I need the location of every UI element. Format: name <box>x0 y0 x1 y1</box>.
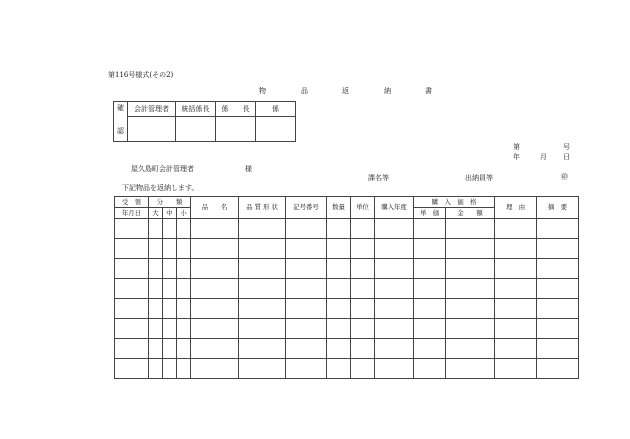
approval-side-label <box>114 102 128 142</box>
approval-role-accounting-manager: 会計管理者 <box>128 102 176 117</box>
table-cell[interactable] <box>375 299 414 319</box>
table-cell[interactable] <box>177 259 191 279</box>
table-cell[interactable] <box>495 239 537 259</box>
table-cell[interactable] <box>163 339 177 359</box>
approval-side-bottom: 認 <box>117 127 124 135</box>
table-cell[interactable] <box>351 339 375 359</box>
table-cell[interactable] <box>327 259 351 279</box>
table-cell[interactable] <box>177 339 191 359</box>
table-cell[interactable] <box>115 359 149 379</box>
table-cell[interactable] <box>163 359 177 379</box>
table-cell[interactable] <box>414 279 446 299</box>
table-row <box>115 319 579 339</box>
table-cell[interactable] <box>446 219 495 239</box>
title-char: 品 <box>301 87 308 95</box>
table-cell[interactable] <box>327 239 351 259</box>
table-cell[interactable] <box>191 219 239 239</box>
table-cell[interactable] <box>375 279 414 299</box>
table-cell[interactable] <box>495 359 537 379</box>
table-cell[interactable] <box>286 299 327 319</box>
seal-mark: ㊞ <box>561 173 568 181</box>
header-amount: 金 額 <box>446 208 495 219</box>
table-row <box>115 279 579 299</box>
table-cell[interactable] <box>163 319 177 339</box>
header-receive-date-bottom: 年月日 <box>115 208 149 219</box>
table-cell[interactable] <box>191 359 239 379</box>
table-cell[interactable] <box>191 339 239 359</box>
sender-dept: 課名等 <box>368 174 389 182</box>
table-cell[interactable] <box>239 299 286 319</box>
table-cell[interactable] <box>163 259 177 279</box>
header-unit-price: 単 価 <box>414 208 446 219</box>
table-cell[interactable] <box>177 359 191 379</box>
table-row <box>115 299 579 319</box>
table-cell[interactable] <box>537 239 579 259</box>
table-cell[interactable] <box>414 339 446 359</box>
header-class-medium: 中 <box>163 208 177 219</box>
table-cell[interactable] <box>351 279 375 299</box>
table-cell[interactable] <box>327 339 351 359</box>
table-cell[interactable] <box>286 259 327 279</box>
date-day: 日 <box>563 153 570 161</box>
table-cell[interactable] <box>163 299 177 319</box>
title-char: 納 <box>384 87 391 95</box>
table-cell[interactable] <box>446 359 495 379</box>
table-cell[interactable] <box>191 299 239 319</box>
addressee-name: 屋久島町会計管理者 <box>131 165 194 173</box>
sender-officer: 出納員等 <box>465 174 493 182</box>
table-cell[interactable] <box>163 219 177 239</box>
table-cell[interactable] <box>537 279 579 299</box>
table-cell[interactable] <box>351 299 375 319</box>
table-cell[interactable] <box>414 239 446 259</box>
header-remarks: 摘 要 <box>537 197 579 219</box>
header-quantity: 数量 <box>327 197 351 219</box>
table-cell[interactable] <box>191 319 239 339</box>
table-cell[interactable] <box>495 299 537 319</box>
table-cell[interactable] <box>163 279 177 299</box>
table-cell[interactable] <box>375 319 414 339</box>
table-cell[interactable] <box>115 319 149 339</box>
title-char: 書 <box>425 87 432 95</box>
table-cell[interactable] <box>537 319 579 339</box>
body-text: 下記物品を返納します。 <box>122 184 199 192</box>
table-cell[interactable] <box>115 339 149 359</box>
header-spec: 品 質 形 状 <box>239 197 286 219</box>
table-row <box>115 259 579 279</box>
table-cell[interactable] <box>351 359 375 379</box>
table-row <box>115 359 579 379</box>
table-row <box>115 219 579 239</box>
header-purchase-year: 購入年度 <box>375 197 414 219</box>
approval-seal-cell[interactable] <box>176 117 216 142</box>
header-unit: 単位 <box>351 197 375 219</box>
table-cell[interactable] <box>327 299 351 319</box>
table-cell[interactable] <box>414 219 446 239</box>
table-cell[interactable] <box>446 299 495 319</box>
table-cell[interactable] <box>414 359 446 379</box>
table-cell[interactable] <box>149 279 163 299</box>
header-class-large: 大 <box>149 208 163 219</box>
table-cell[interactable] <box>351 259 375 279</box>
table-cell[interactable] <box>351 219 375 239</box>
table-cell[interactable] <box>115 279 149 299</box>
table-cell[interactable] <box>446 259 495 279</box>
table-cell[interactable] <box>239 319 286 339</box>
table-cell[interactable] <box>495 219 537 239</box>
approval-seal-cell[interactable] <box>128 117 176 142</box>
table-cell[interactable] <box>495 339 537 359</box>
title-char: 返 <box>342 87 349 95</box>
approval-role-staff: 係 <box>256 102 296 117</box>
table-cell[interactable] <box>115 259 149 279</box>
table-cell[interactable] <box>191 239 239 259</box>
table-cell[interactable] <box>239 339 286 359</box>
table-cell[interactable] <box>191 279 239 299</box>
addressee-honorific: 様 <box>245 165 252 173</box>
table-cell[interactable] <box>375 259 414 279</box>
table-cell[interactable] <box>375 239 414 259</box>
table-cell[interactable] <box>239 359 286 379</box>
form-number: 第116号様式(その2) <box>108 71 174 79</box>
table-cell[interactable] <box>375 359 414 379</box>
table-cell[interactable] <box>414 259 446 279</box>
approval-side-top: 確 <box>117 104 124 112</box>
table-cell[interactable] <box>149 239 163 259</box>
approval-stamp-table <box>113 101 296 142</box>
table-cell[interactable] <box>351 239 375 259</box>
table-cell[interactable] <box>177 299 191 319</box>
table-cell[interactable] <box>115 219 149 239</box>
table-cell[interactable] <box>495 259 537 279</box>
table-cell[interactable] <box>327 319 351 339</box>
table-cell[interactable] <box>286 219 327 239</box>
table-cell[interactable] <box>149 339 163 359</box>
table-cell[interactable] <box>375 339 414 359</box>
table-cell[interactable] <box>446 239 495 259</box>
table-cell[interactable] <box>537 339 579 359</box>
return-items-table <box>114 196 579 379</box>
table-cell[interactable] <box>414 299 446 319</box>
approval-role-chief-supervisor: 統括係長 <box>176 102 216 117</box>
table-cell[interactable] <box>375 219 414 239</box>
table-cell[interactable] <box>149 359 163 379</box>
date-month: 月 <box>540 153 547 161</box>
header-reason: 理 由 <box>495 197 537 219</box>
table-cell[interactable] <box>446 319 495 339</box>
table-cell[interactable] <box>286 279 327 299</box>
table-cell[interactable] <box>239 259 286 279</box>
header-receive-date-top: 受 領 <box>115 197 149 208</box>
table-cell[interactable] <box>149 259 163 279</box>
header-symbol-no: 記号番号 <box>286 197 327 219</box>
table-cell[interactable] <box>327 359 351 379</box>
table-cell[interactable] <box>191 259 239 279</box>
table-cell[interactable] <box>446 339 495 359</box>
table-cell[interactable] <box>537 359 579 379</box>
table-cell[interactable] <box>495 279 537 299</box>
header-classification: 分 類 <box>149 197 191 208</box>
table-cell[interactable] <box>149 319 163 339</box>
table-cell[interactable] <box>537 219 579 239</box>
table-cell[interactable] <box>327 279 351 299</box>
table-cell[interactable] <box>177 319 191 339</box>
table-cell[interactable] <box>115 239 149 259</box>
table-cell[interactable] <box>286 339 327 359</box>
table-cell[interactable] <box>177 279 191 299</box>
table-cell[interactable] <box>177 219 191 239</box>
table-row <box>115 339 579 359</box>
table-cell[interactable] <box>414 319 446 339</box>
table-cell[interactable] <box>163 239 177 259</box>
table-cell[interactable] <box>537 299 579 319</box>
header-class-small: 小 <box>177 208 191 219</box>
table-row <box>115 239 579 259</box>
table-cell[interactable] <box>537 259 579 279</box>
approval-role-section-chief: 係 長 <box>216 102 256 117</box>
table-cell[interactable] <box>286 359 327 379</box>
table-cell[interactable] <box>239 239 286 259</box>
header-item-name: 品 名 <box>191 197 239 219</box>
date-year: 年 <box>513 153 520 161</box>
table-cell[interactable] <box>446 279 495 299</box>
table-cell[interactable] <box>177 239 191 259</box>
header-purchase-price: 購 入 価 格 <box>414 197 495 208</box>
table-cell[interactable] <box>149 299 163 319</box>
approval-seal-cell[interactable] <box>216 117 256 142</box>
table-cell[interactable] <box>351 319 375 339</box>
doc-number-dai: 第 <box>513 143 520 151</box>
title-char: 物 <box>259 87 266 95</box>
table-cell[interactable] <box>495 319 537 339</box>
table-cell[interactable] <box>239 279 286 299</box>
table-cell[interactable] <box>286 319 327 339</box>
table-cell[interactable] <box>149 219 163 239</box>
table-cell[interactable] <box>327 219 351 239</box>
table-cell[interactable] <box>286 239 327 259</box>
approval-seal-cell[interactable] <box>256 117 296 142</box>
table-cell[interactable] <box>239 219 286 239</box>
table-cell[interactable] <box>115 299 149 319</box>
doc-number-go: 号 <box>563 143 570 151</box>
